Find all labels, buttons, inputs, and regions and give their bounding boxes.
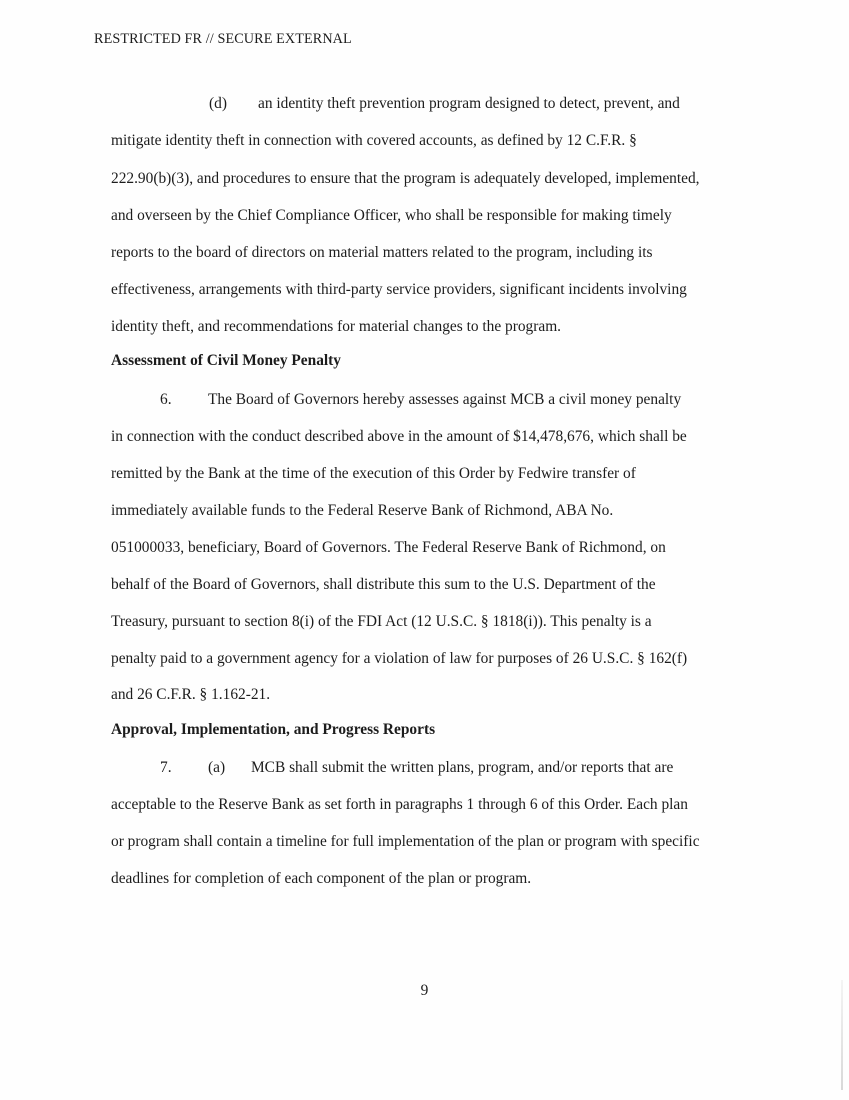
paragraph-6-number: 6. [160,391,172,408]
paragraph-6-line-1: 6. The Board of Governors hereby assesses against MCB a civil money penalty [160,391,682,408]
paragraph-d-line-3: 222.90(b)(3), and procedures to ensure that the program is adequately developed, implemented, [111,170,700,187]
paragraph-d-line-2: mitigate identity theft in connection with covered accounts, as defined by 12 C.F.R. § [111,132,637,149]
paragraph-6-line-6: behalf of the Board of Governors, shall distribute this sum to the U.S. Department of the [111,576,656,593]
paragraph-7-number: 7. [160,759,172,776]
section-heading-approval: Approval, Implementation, and Progress Reports [111,721,436,738]
paragraph-d-line-5: reports to the board of directors on material matters related to the program, including its [111,244,653,261]
paragraph-d-line-7: identity theft, and recommendations for material changes to the program. [111,318,562,335]
paragraph-6-line-5: 051000033, beneficiary, Board of Governors. The Federal Reserve Bank of Richmond, on [111,539,666,556]
paragraph-7-label: (a) [208,759,226,776]
paragraph-7-line-2: acceptable to the Reserve Bank as set forth in paragraphs 1 through 6 of this Order. Each plan [111,796,688,813]
paragraph-6-line-9: and 26 C.F.R. § 1.162-21. [111,686,271,703]
paragraph-d-label: (d) [209,95,227,112]
scan-edge-shadow [841,980,843,1090]
paragraph-d-line-4: and overseen by the Chief Compliance Officer, who shall be responsible for making timely [111,207,672,224]
paragraph-7-line-1: 7. (a) MCB shall submit the written plans, program, and/or reports that are [160,759,674,776]
paragraph-6-line-3: remitted by the Bank at the time of the execution of this Order by Fedwire transfer of [111,465,636,482]
paragraph-7-line-4: deadlines for completion of each component of the plan or program. [111,870,532,887]
section-heading-penalty: Assessment of Civil Money Penalty [111,352,341,369]
paragraph-6-line-2: in connection with the conduct described above in the amount of $14,478,676, which shall be [111,428,687,445]
page-number: 9 [420,982,429,999]
paragraph-d-line-6: effectiveness, arrangements with third-party service providers, significant incidents involving [111,281,687,298]
paragraph-7-line-3: or program shall contain a timeline for full implementation of the plan or program with specific [111,833,700,850]
classification-header: RESTRICTED FR // SECURE EXTERNAL [94,31,352,47]
paragraph-d-line-1: (d) an identity theft prevention program designed to detect, prevent, and [209,95,680,112]
paragraph-6-line-8: penalty paid to a government agency for a violation of law for purposes of 26 U.S.C. § 162(f) [111,650,688,667]
paragraph-6-line-4: immediately available funds to the Federal Reserve Bank of Richmond, ABA No. [111,502,614,519]
paragraph-6-line-7: Treasury, pursuant to section 8(i) of the FDI Act (12 U.S.C. § 1818(i)). This penalty is a [111,613,652,630]
